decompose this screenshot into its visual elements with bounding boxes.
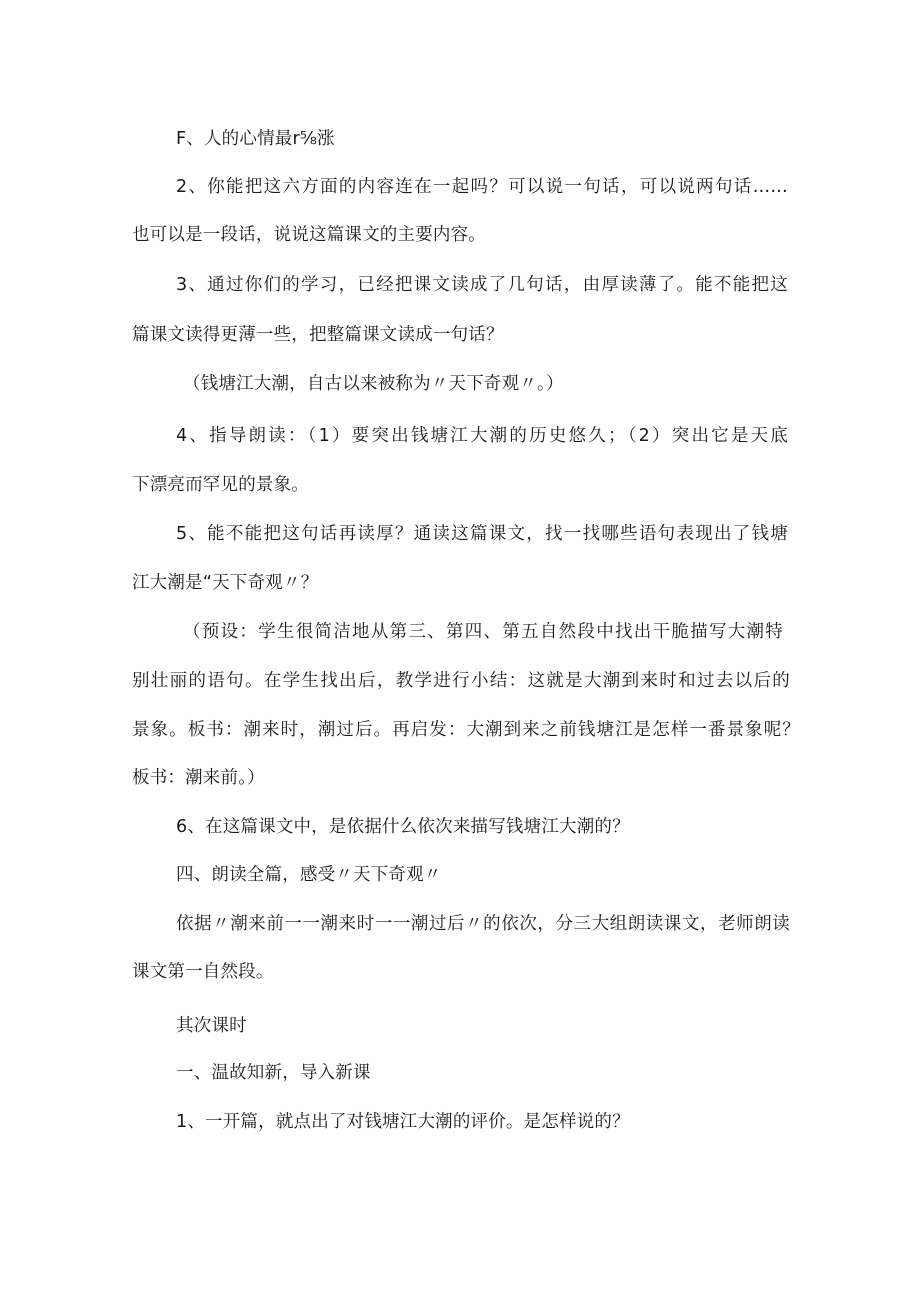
text-line-13: 景象。板书：潮来时，潮过后。再启发：大潮到来之前钱塘江是怎样一番景象呢？ — [132, 720, 800, 740]
text-line-9: 5、能不能把这句话再读厚？通读这篇课文，找一找哪些语句表现出了钱塘 — [176, 524, 788, 544]
text-line-14: 板书：潮来前。） — [132, 768, 265, 788]
text-line-17: 依据〃潮来前一一潮来时一一潮过后〃的依次，分三大组朗读课文，老师朗读 — [176, 914, 790, 934]
text-line-3: 也可以是一段话，说说这篇课文的主要内容。 — [132, 225, 486, 245]
text-line-4: 3、通过你们的学习，已经把课文读成了几句话，由厚读薄了。能不能把这 — [176, 275, 788, 295]
text-line-10: 江大潮是“天下奇观〃？ — [132, 573, 319, 593]
text-line-8: 下漂亮而罕见的景象。 — [132, 475, 309, 495]
text-line-18: 课文第一自然段。 — [132, 962, 274, 982]
text-line-1: F、人的心情最r⅝涨 — [176, 129, 335, 149]
text-line-15: 6、在这篇课文中，是依据什么依次来描写钱塘江大潮的？ — [176, 817, 630, 837]
text-line-2: 2、你能把这六方面的内容连在一起吗？可以说一句话，可以说两句话…… — [176, 177, 788, 197]
text-line-12: 别壮丽的语句。在学生找出后，教学进行小结：这就是大潮到来时和过去以后的 — [132, 671, 790, 691]
text-line-19: 其次课时 — [176, 1016, 247, 1036]
text-line-16: 四、朗读全篇，感受〃天下奇观〃 — [176, 865, 442, 885]
text-line-5: 篇课文读得更薄一些，把整篇课文读成一句话？ — [132, 325, 504, 345]
text-line-21: 1、一开篇，就点出了对钱塘江大潮的评价。是怎样说的？ — [176, 1112, 630, 1132]
text-line-20: 一、温故知新，导入新课 — [176, 1063, 371, 1083]
text-line-7: 4、指导朗读：（1）要突出钱塘江大潮的历史悠久；（2）突出它是天底 — [176, 426, 788, 446]
text-line-11: （预设：学生很简洁地从第三、第四、第五自然段中找出干脆描写大潮特 — [183, 622, 783, 642]
text-line-6: （钱塘江大潮，自古以来被称为〃天下奇观〃。） — [183, 374, 564, 394]
